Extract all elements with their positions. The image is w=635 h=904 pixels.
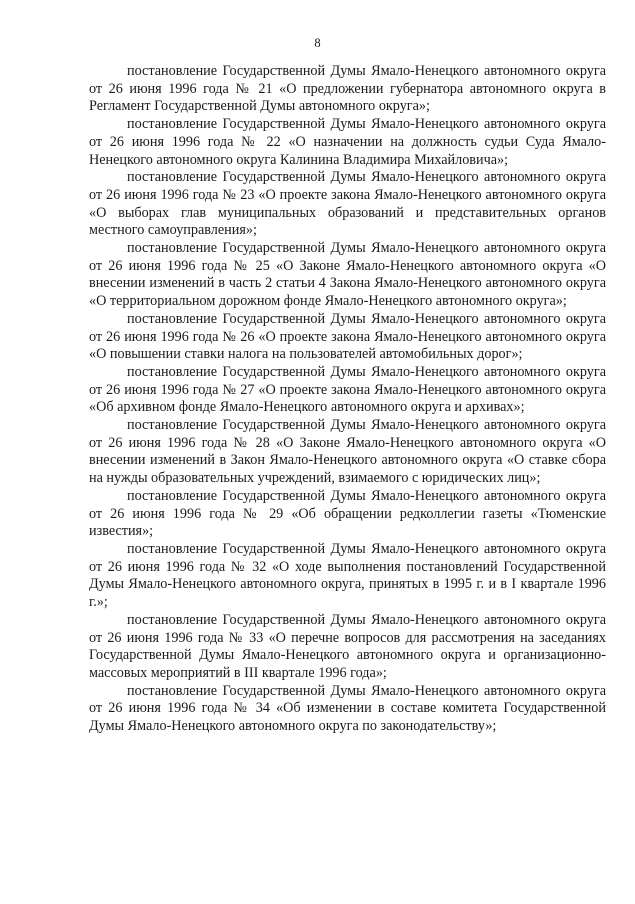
resolution-paragraph-26: постановление Государственной Думы Ямало-Ненецкого автономного округа от 26 июня 1996 года № 26 «О проекте закона Ямало-Ненецкого автономного округа «О повышении ставки налога на пользователей автомобильных дорог»;: [89, 310, 606, 363]
resolution-paragraph-27: постановление Государственной Думы Ямало-Ненецкого автономного округа от 26 июня 1996 года № 27 «О проекте закона Ямало-Ненецкого автономного округа «Об архивном фонде Ямало-Ненецкого автономного округа и архивах»;: [89, 363, 606, 416]
resolution-paragraph-22: постановление Государственной Думы Ямало-Ненецкого автономного округа от 26 июня 1996 года № 22 «О назначении на должность судьи Суда Ямало-Ненецкого автономного округа Калинина Владимира Михайловича»;: [89, 116, 606, 168]
document-body: [89, 63, 606, 736]
resolution-paragraph-34: постановление Государственной Думы Ямало-Ненецкого автономного округа от 26 июня 1996 года № 34 «Об изменении в составе комитета Государственной Думы Ямало-Ненецкого автономного округа по законодательству»;: [89, 682, 606, 735]
resolution-paragraph-32: постановление Государственной Думы Ямало-Ненецкого автономного округа от 26 июня 1996 года № 32 «О ходе выполнения постановлений Государственной Думы Ямало-Ненецкого автономного округа, принятых в 1995 г. и в I квартале 1996 г.»;: [89, 540, 606, 611]
resolution-paragraph-29: постановление Государственной Думы Ямало-Ненецкого автономного округа от 26 июня 1996 года № 29 «Об обращении редколлегии газеты «Тюменские известия»;: [89, 487, 606, 540]
page-number: 8: [314, 36, 321, 50]
resolution-paragraph-21: постановление Государственной Думы Ямало-Ненецкого автономного округа от 26 июня 1996 года № 21 «О предложении губернатора автономного округа в Регламент Государственной Думы автономного округа»;: [89, 63, 606, 115]
resolution-paragraph-33: постановление Государственной Думы Ямало-Ненецкого автономного округа от 26 июня 1996 года № 33 «О перечне вопросов для рассмотрения на заседаниях Государственной Думы Ямало-Ненецкого автономного округа и организационно-массовых мероприятий в III квартале 1996 года»;: [89, 611, 606, 681]
resolution-paragraph-23: постановление Государственной Думы Ямало-Ненецкого автономного округа от 26 июня 1996 года № 23 «О проекте закона Ямало-Ненецкого автономного округа «О выборах глав муниципальных образований и представительных органов местного самоуправления»;: [89, 169, 606, 239]
resolution-paragraph-28: постановление Государственной Думы Ямало-Ненецкого автономного округа от 26 июня 1996 года № 28 «О Законе Ямало-Ненецкого автономного округа «О внесении изменений в Закон Ямало-Ненецкого автономного округа «О ставке сбора на нужды образовательных учреждений, взимаемого с юридических лиц»;: [89, 417, 606, 487]
resolution-paragraph-25: постановление Государственной Думы Ямало-Ненецкого автономного округа от 26 июня 1996 года № 25 «О Законе Ямало-Ненецкого автономного округа «О внесении изменений в часть 2 статьи 4 Закона Ямало-Ненецкого автономного округа «О территориальном дорожном фонде Ямало-Ненецкого автономного округа»;: [89, 240, 606, 310]
